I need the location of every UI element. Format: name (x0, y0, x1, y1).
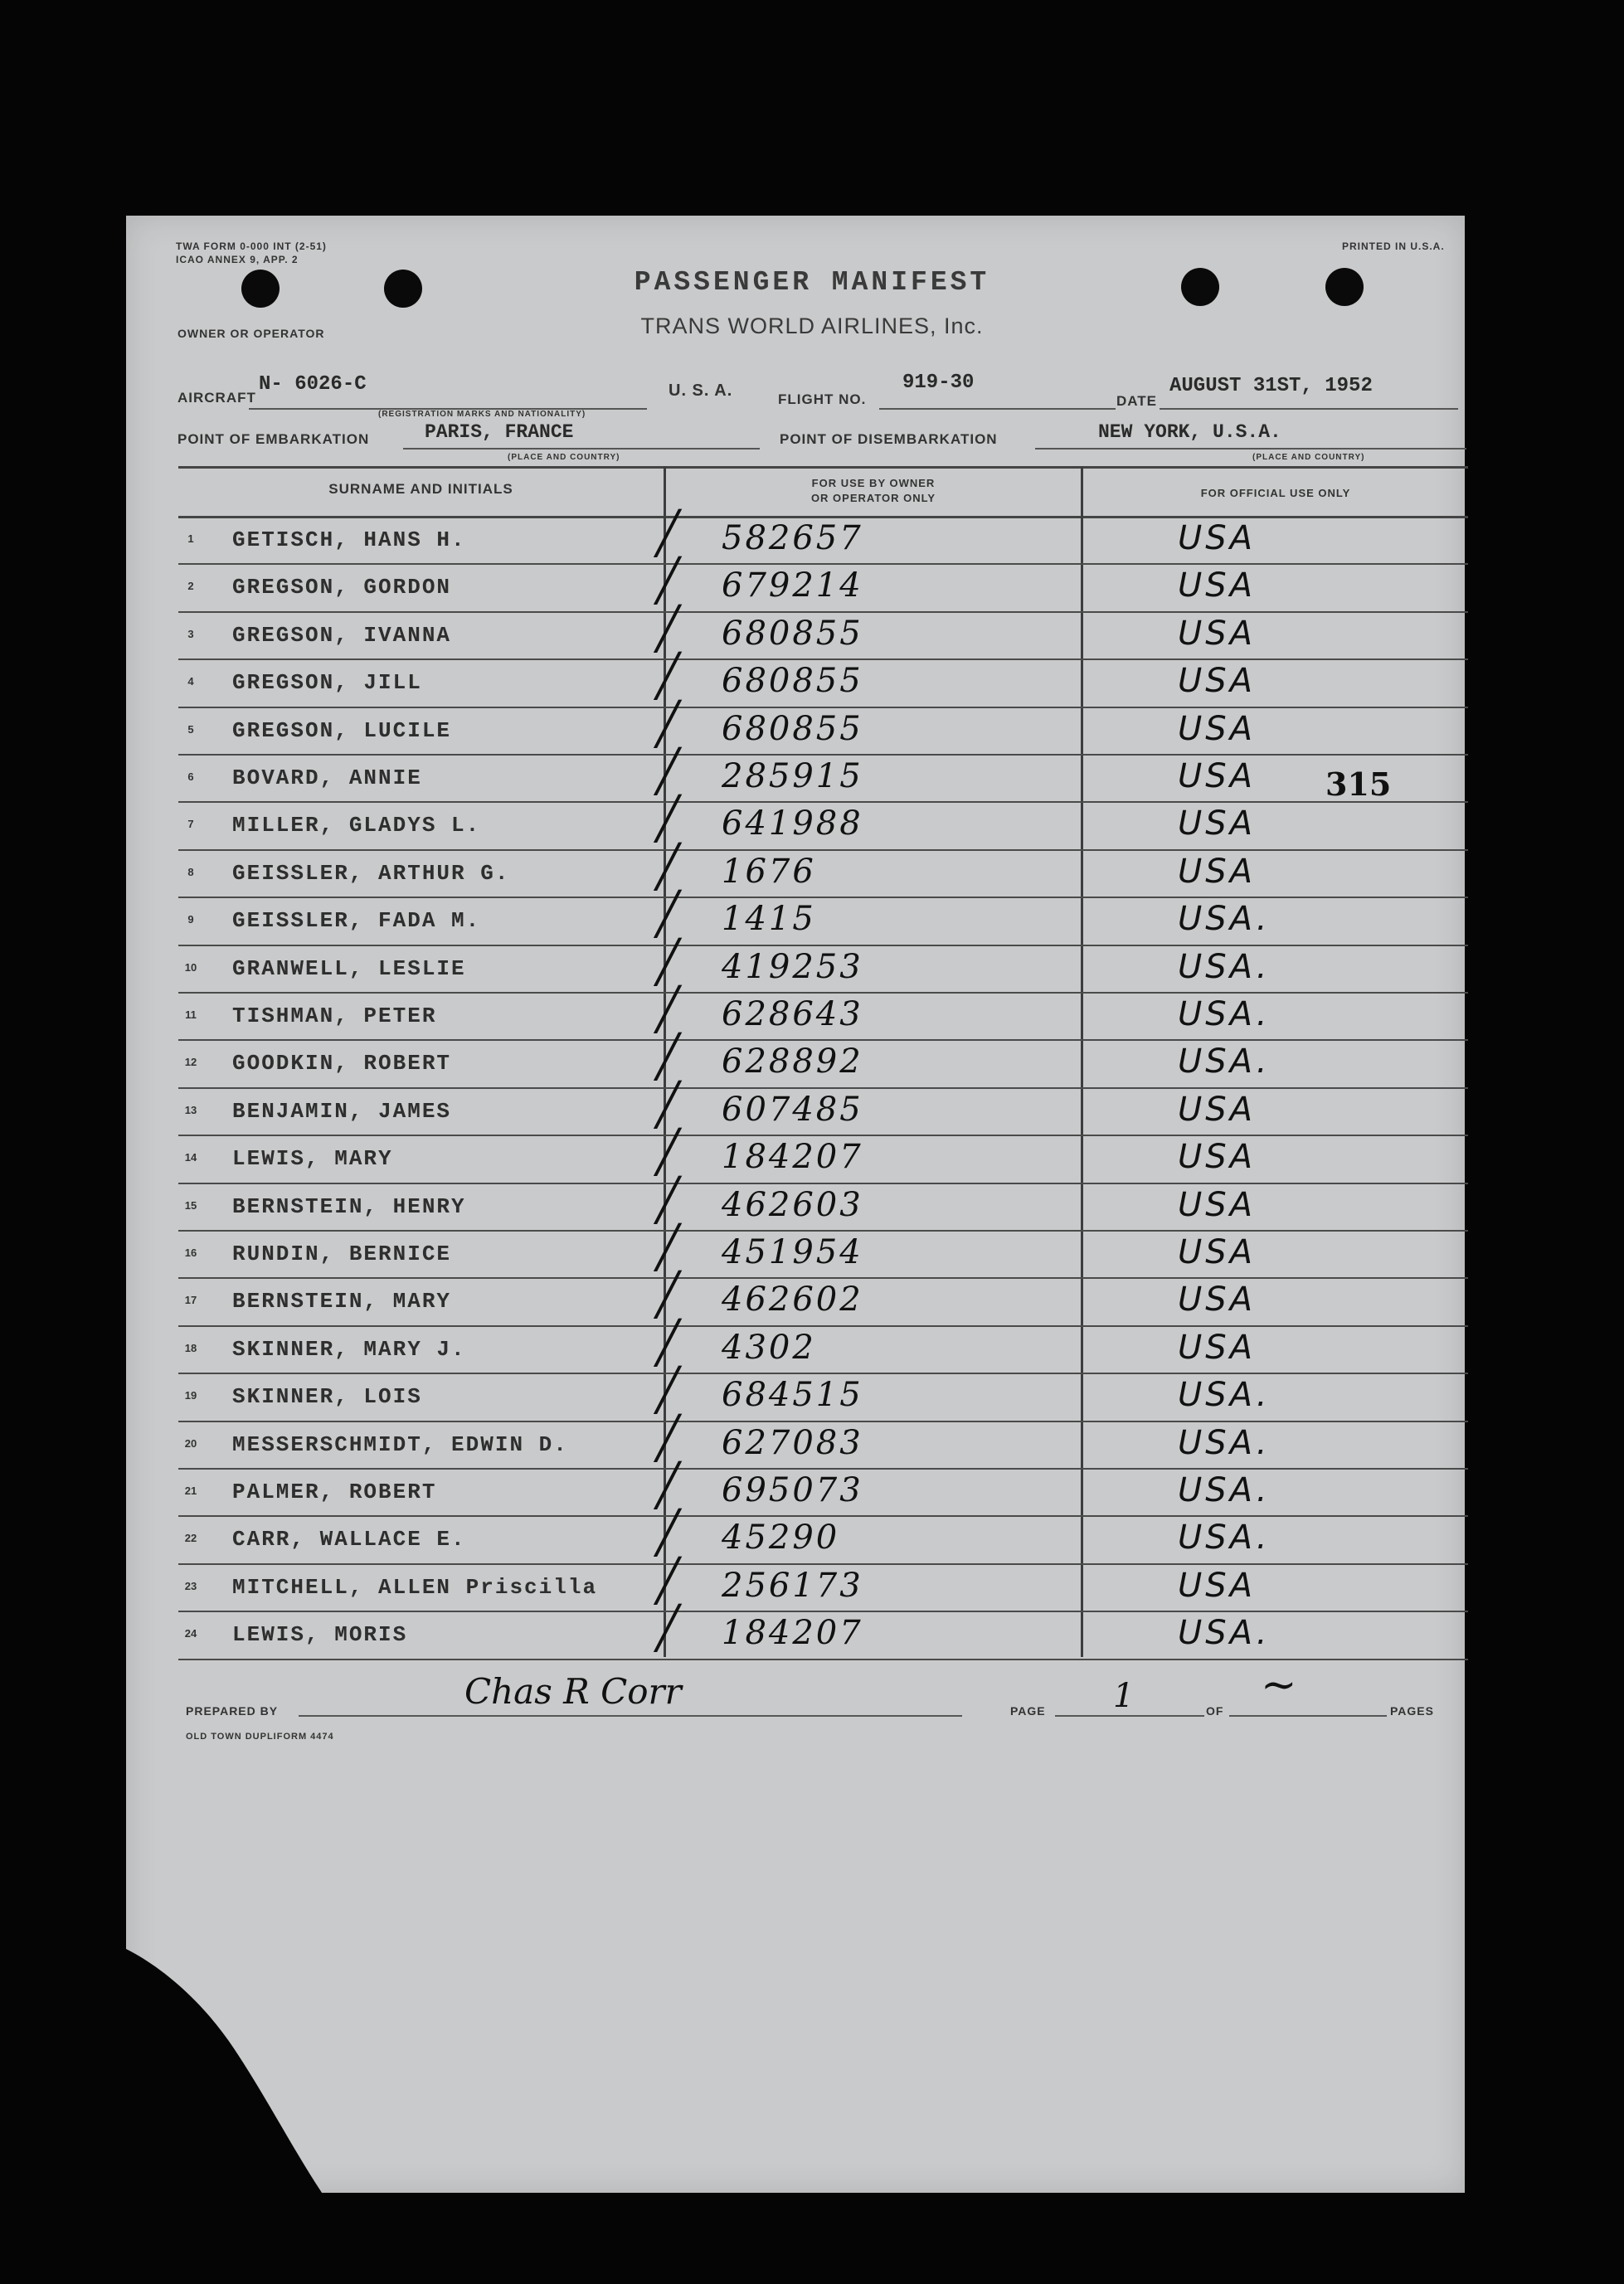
official-entry: USA (1178, 1138, 1257, 1177)
row-number: 12 (184, 1056, 197, 1069)
check-mark-icon: ╱ (655, 1033, 681, 1081)
ticket-number: 462602 (722, 1280, 863, 1319)
table-row-line (178, 563, 1468, 565)
table-row-line (178, 1468, 1468, 1470)
row-number: 14 (184, 1151, 197, 1164)
ticket-number: 1415 (722, 900, 816, 939)
ticket-number: 695073 (722, 1471, 863, 1509)
passenger-name: BOVARD, ANNIE (232, 765, 422, 790)
check-mark-icon: ╱ (655, 1413, 681, 1462)
col-owner-header-2: OR OPERATOR ONLY (810, 492, 936, 504)
flight-value: 919-30 (902, 372, 975, 394)
table-row-line (178, 1515, 1468, 1517)
official-entry: USA (1178, 852, 1257, 891)
check-mark-icon: ╱ (655, 604, 681, 653)
row-number: 8 (187, 865, 194, 878)
official-entry: USA (1178, 1185, 1257, 1224)
ticket-number: 285915 (722, 757, 863, 795)
page-underline (1055, 1715, 1204, 1717)
check-mark-icon: ╱ (655, 1509, 681, 1557)
passenger-name: SKINNER, LOIS (232, 1384, 422, 1410)
embarkation-label: POINT OF EMBARKATION (177, 431, 370, 447)
registration-note: (REGISTRATION MARKS AND NATIONALITY) (378, 410, 586, 419)
passenger-name: SKINNER, MARY J. (232, 1336, 466, 1362)
table-row-line (178, 992, 1468, 994)
official-entry: USA. (1178, 1423, 1271, 1462)
table-row-line (178, 1373, 1468, 1374)
disembarkation-label: POINT OF DISEMBARKATION (780, 431, 998, 447)
ticket-number: 679214 (722, 566, 863, 605)
passenger-name: GREGSON, JILL (232, 670, 422, 696)
ticket-number: 256173 (722, 1566, 863, 1605)
check-mark-icon: ╱ (655, 1556, 681, 1605)
embarkation-value: PARIS, FRANCE (425, 421, 574, 443)
row-number: 15 (184, 1198, 197, 1212)
row-number: 6 (187, 770, 194, 783)
row-number: 11 (185, 1008, 197, 1021)
table-row-line (178, 1421, 1468, 1422)
date-underline (1160, 408, 1458, 410)
row-number: 4 (187, 675, 194, 688)
row-number: 19 (184, 1389, 197, 1402)
disembarkation-value: NEW YORK, U.S.A. (1098, 421, 1281, 443)
ticket-number: 419253 (722, 947, 863, 986)
page-label: PAGE (1010, 1704, 1046, 1718)
official-entry: USA (1178, 1566, 1257, 1605)
ticket-number: 641988 (722, 804, 863, 843)
passenger-name: GEISSLER, FADA M. (232, 908, 481, 934)
row-number: 10 (184, 960, 197, 974)
col-official-header: FOR OFFICIAL USE ONLY (1200, 487, 1351, 499)
table-row-line (178, 658, 1468, 660)
check-mark-icon: ╱ (655, 1223, 681, 1271)
ticket-number: 607485 (722, 1090, 863, 1129)
official-entry: USA (1178, 614, 1257, 653)
passenger-name: GREGSON, IVANNA (232, 622, 452, 648)
table-row-line (178, 1183, 1468, 1184)
check-mark-icon: ╱ (655, 1461, 681, 1509)
stamp-number: 315 (1325, 765, 1392, 803)
check-mark-icon: ╱ (655, 652, 681, 701)
passenger-name: MILLER, GLADYS L. (232, 813, 481, 838)
date-value: AUGUST 31ST, 1952 (1169, 375, 1373, 397)
of-underline (1229, 1715, 1387, 1717)
table-row-line (178, 1277, 1468, 1279)
page-title: PASSENGER MANIFEST (634, 267, 990, 298)
of-value: ~ (1261, 1660, 1297, 1710)
table-row-line (178, 1039, 1468, 1041)
prepared-by-label: PREPARED BY (186, 1704, 279, 1718)
official-entry: USA (1178, 709, 1257, 748)
check-mark-icon: ╱ (655, 890, 681, 939)
torn-corner (126, 1949, 325, 2198)
official-entry: USA (1178, 1328, 1257, 1367)
passenger-name: BERNSTEIN, HENRY (232, 1193, 466, 1219)
row-number: 2 (187, 580, 194, 593)
row-number: 18 (184, 1341, 197, 1354)
table-header-rule (178, 516, 1468, 518)
table-row-line (178, 945, 1468, 946)
check-mark-icon: ╱ (655, 1128, 681, 1177)
official-entry: USA. (1178, 1042, 1271, 1081)
table-row-line (178, 1325, 1468, 1327)
footer-note: OLD TOWN DUPLIFORM 4474 (186, 1732, 334, 1742)
passenger-name: BENJAMIN, JAMES (232, 1098, 452, 1124)
official-entry: USA (1178, 757, 1257, 795)
col-surname-header: SURNAME AND INITIALS (328, 481, 513, 497)
table-row-line (178, 1611, 1468, 1612)
table-row-line (178, 707, 1468, 708)
passenger-name: GEISSLER, ARTHUR G. (232, 860, 510, 886)
passenger-name: GRANWELL, LESLIE (232, 955, 466, 981)
table-row-line (178, 1087, 1468, 1089)
ticket-number: 451954 (722, 1233, 863, 1271)
date-label: DATE (1116, 393, 1158, 409)
place-note-right: (PLACE AND COUNTRY) (1252, 453, 1365, 462)
official-entry: USA (1178, 1090, 1257, 1129)
official-entry: USA (1178, 804, 1257, 843)
ticket-number: 680855 (722, 614, 863, 653)
prepared-by-underline (299, 1715, 962, 1717)
official-entry: USA (1178, 1233, 1257, 1271)
row-number: 21 (184, 1485, 197, 1497)
row-number: 17 (184, 1294, 197, 1307)
row-number: 1 (187, 532, 194, 545)
airline-name: TRANS WORLD AIRLINES, Inc. (640, 313, 984, 338)
row-number: 13 (184, 1103, 197, 1116)
pages-label: PAGES (1390, 1704, 1434, 1718)
place-note-left: (PLACE AND COUNTRY) (508, 453, 620, 462)
passenger-name: MITCHELL, ALLEN Priscilla (232, 1574, 598, 1600)
aircraft-label: AIRCRAFT (177, 390, 256, 406)
ticket-number: 4302 (722, 1328, 816, 1367)
ticket-number: 45290 (722, 1519, 840, 1557)
check-mark-icon: ╱ (655, 1604, 681, 1653)
col-divider-2 (1081, 466, 1083, 1657)
check-mark-icon: ╱ (655, 556, 681, 605)
row-number: 23 (184, 1579, 197, 1592)
row-number: 24 (184, 1627, 197, 1640)
embarkation-underline (403, 448, 760, 450)
check-mark-icon: ╱ (655, 1175, 681, 1224)
passenger-name: GREGSON, LUCILE (232, 717, 452, 743)
passenger-name: LEWIS, MORIS (232, 1622, 408, 1648)
official-entry: USA (1178, 1280, 1257, 1319)
row-number: 22 (184, 1532, 197, 1545)
row-number: 3 (187, 627, 194, 640)
ticket-number: 582657 (722, 519, 863, 557)
page-value: 1 (1113, 1677, 1135, 1715)
form-ref: ICAO ANNEX 9, APP. 2 (176, 254, 299, 265)
official-entry: USA. (1178, 900, 1271, 939)
printed-in: PRINTED IN U.S.A. (1342, 241, 1445, 252)
col-owner-header-1: FOR USE BY OWNER (811, 477, 936, 489)
check-mark-icon: ╱ (655, 699, 681, 748)
passenger-name: TISHMAN, PETER (232, 1004, 437, 1028)
official-entry: USA (1178, 566, 1257, 605)
ticket-number: 184207 (722, 1614, 863, 1653)
flight-underline (879, 408, 1116, 410)
of-label: OF (1206, 1704, 1224, 1718)
table-row-line (178, 897, 1468, 898)
row-number: 9 (187, 913, 194, 926)
table-row-line (178, 849, 1468, 851)
passenger-name: RUNDIN, BERNICE (232, 1242, 452, 1266)
check-mark-icon: ╱ (655, 1080, 681, 1129)
official-entry: USA (1178, 519, 1257, 557)
table-row-line (178, 1563, 1468, 1565)
official-entry: USA. (1178, 1614, 1271, 1653)
official-entry: USA. (1178, 995, 1271, 1033)
ticket-number: 628643 (722, 995, 863, 1033)
ticket-number: 1676 (722, 852, 816, 891)
passenger-name: GOODKIN, ROBERT (232, 1051, 452, 1076)
owner-label: OWNER OR OPERATOR (177, 327, 325, 340)
table-row-line (178, 611, 1468, 613)
ticket-number: 680855 (722, 662, 863, 701)
check-mark-icon: ╱ (655, 842, 681, 891)
passenger-name: PALMER, ROBERT (232, 1480, 437, 1504)
passenger-name: GETISCH, HANS H. (232, 527, 466, 552)
table-row-line (178, 1230, 1468, 1232)
flight-label: FLIGHT NO. (778, 391, 867, 407)
passenger-name: LEWIS, MARY (232, 1146, 393, 1172)
passenger-name: BERNSTEIN, MARY (232, 1289, 452, 1315)
row-number: 16 (184, 1246, 197, 1259)
check-mark-icon: ╱ (655, 747, 681, 795)
passenger-name: CARR, WALLACE E. (232, 1527, 466, 1553)
row-number: 5 (187, 722, 194, 736)
ticket-number: 462603 (722, 1185, 863, 1224)
ticket-number: 627083 (722, 1423, 863, 1462)
passenger-name: GREGSON, GORDON (232, 575, 452, 600)
table-row-line (178, 1135, 1468, 1136)
passenger-name: MESSERSCHMIDT, EDWIN D. (232, 1431, 568, 1457)
form-code: TWA FORM 0-000 INT (2-51) (176, 241, 327, 252)
row-number: 7 (187, 818, 194, 831)
official-entry: USA. (1178, 1519, 1271, 1557)
ticket-number: 184207 (722, 1138, 863, 1177)
check-mark-icon: ╱ (655, 985, 681, 1033)
signature: Chas R Corr (464, 1671, 682, 1712)
ticket-number: 628892 (722, 1042, 863, 1081)
official-entry: USA. (1178, 1471, 1271, 1509)
official-entry: USA. (1178, 947, 1271, 986)
check-mark-icon: ╱ (655, 937, 681, 986)
disembarkation-underline (1035, 448, 1466, 450)
aircraft-value: N- 6026-C (259, 373, 367, 396)
table-top-rule (178, 466, 1468, 469)
row-number: 20 (184, 1436, 197, 1450)
check-mark-icon: ╱ (655, 1318, 681, 1367)
ticket-number: 680855 (722, 709, 863, 748)
official-entry: USA (1178, 662, 1257, 701)
ticket-number: 684515 (722, 1376, 863, 1415)
country-label: U. S. A. (669, 381, 733, 400)
table-row-line (178, 801, 1468, 803)
check-mark-icon: ╱ (655, 1366, 681, 1415)
check-mark-icon: ╱ (655, 509, 681, 557)
check-mark-icon: ╱ (655, 1271, 681, 1319)
check-mark-icon: ╱ (655, 795, 681, 843)
official-entry: USA. (1178, 1376, 1271, 1415)
table-row-line (178, 754, 1468, 756)
